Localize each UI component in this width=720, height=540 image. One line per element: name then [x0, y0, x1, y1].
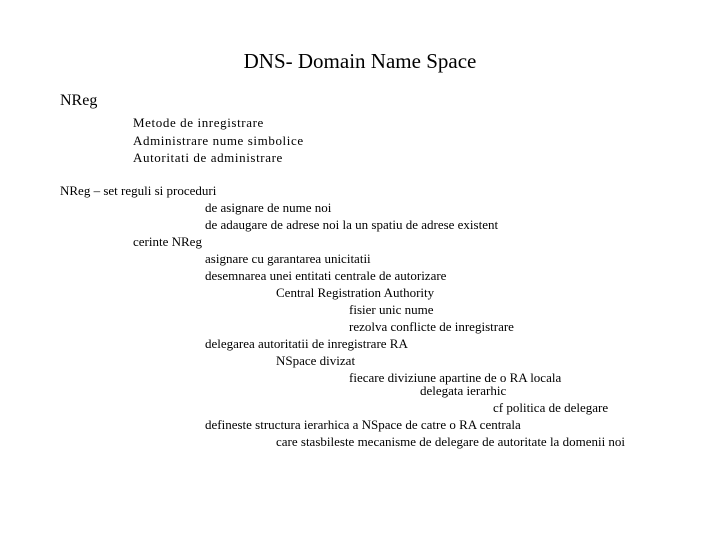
method-item: Metode de inregistrare [133, 115, 264, 130]
outline-line: desemnarea unei entitati centrale de autorizare [205, 268, 447, 283]
outline-line: rezolva conflicte de inregistrare [349, 319, 514, 334]
section-heading: NReg [60, 92, 98, 109]
outline-line: NSpace divizat [276, 353, 356, 368]
outline-line: de asignare de nume noi [205, 200, 332, 215]
outline-line: de adaugare de adrese noi la un spatiu de adrese existent [205, 217, 499, 232]
outline-line: delegarea autoritatii de inregistrare RA [205, 336, 408, 351]
outline-line: Central Registration Authority [276, 285, 435, 300]
outline-line: defineste structura ierarhica a NSpace de catre o RA centrala [205, 417, 521, 432]
outline-line: cerinte NReg [133, 234, 202, 249]
outline-line: fiecare diviziune apartine de o RA locala [349, 370, 562, 385]
slide-title: DNS- Domain Name Space [243, 49, 477, 73]
outline-line: care stasbileste mecanisme de delegare de autoritate la domenii noi [276, 434, 626, 449]
outline-line: NReg – set reguli si proceduri [60, 183, 217, 198]
outline-line: asignare cu garantarea unicitatii [205, 251, 371, 266]
methods-list [133, 114, 304, 167]
outline-line: delegata ierarhic [420, 383, 507, 398]
method-item: Autoritati de administrare [133, 150, 283, 165]
method-item: Administrare nume simbolice [133, 132, 304, 148]
outline-line: fisier unic nume [349, 302, 434, 317]
outline-line: cf politica de delegare [493, 400, 609, 415]
